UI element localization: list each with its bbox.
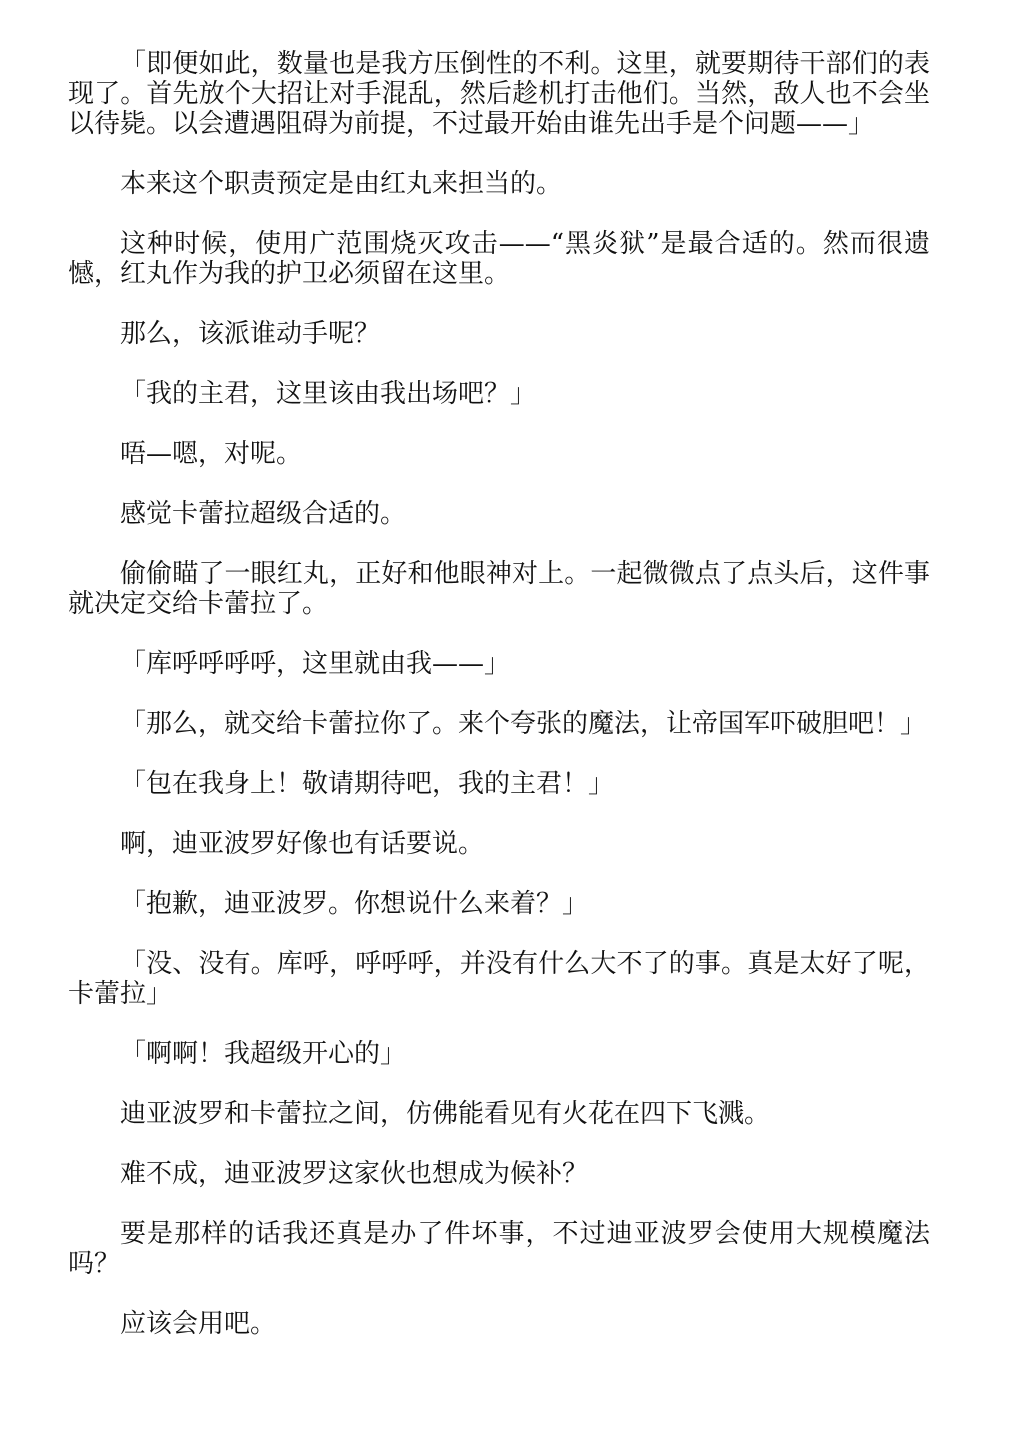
paragraph: 「即便如此，数量也是我方压倒性的不利。这里，就要期待干部们的表现了。首先放个大招让对手混乱，然后趁机打击他们。当然，敌人也不会坐以待毙。以会遭遇阻碍为前提，不过最开始由谁先出手是个问题——」	[68, 49, 930, 139]
paragraph: 这种时候，使用广范围烧灭攻击——“黑炎狱”是最合适的。然而很遗憾，红丸作为我的护卫必须留在这里。	[68, 229, 930, 289]
paragraph: 「库呼呼呼呼，这里就由我——」	[120, 649, 511, 679]
paragraph: 难不成，迪亚波罗这家伙也想成为候补？	[120, 1159, 589, 1189]
paragraph: 「我的主君，这里该由我出场吧？」	[120, 379, 537, 409]
paragraph: 「包在我身上！敬请期待吧，我的主君！」	[120, 769, 615, 799]
document-page	[68, 49, 930, 1369]
paragraph: 感觉卡蕾拉超级合适的。	[120, 499, 407, 529]
paragraph: 迪亚波罗和卡蕾拉之间，仿佛能看见有火花在四下飞溅。	[120, 1099, 771, 1129]
paragraph: 「那么，就交给卡蕾拉你了。来个夸张的魔法，让帝国军吓破胆吧！」	[120, 709, 927, 739]
paragraph: 应该会用吧。	[120, 1309, 277, 1339]
paragraph: 要是那样的话我还真是办了件坏事，不过迪亚波罗会使用大规模魔法吗？	[68, 1219, 930, 1279]
paragraph: 「没、没有。库呼，呼呼呼，并没有什么大不了的事。真是太好了呢，卡蕾拉」	[68, 949, 930, 1009]
paragraph: 偷偷瞄了一眼红丸，正好和他眼神对上。一起微微点了点头后，这件事就决定交给卡蕾拉了。	[68, 559, 930, 619]
paragraph: 唔—嗯，对呢。	[120, 439, 303, 469]
paragraph: 本来这个职责预定是由红丸来担当的。	[120, 169, 563, 199]
paragraph: 那么，该派谁动手呢？	[120, 319, 381, 349]
paragraph: 「啊啊！我超级开心的」	[120, 1039, 407, 1069]
paragraph: 「抱歉，迪亚波罗。你想说什么来着？」	[120, 889, 589, 919]
paragraph: 啊，迪亚波罗好像也有话要说。	[120, 829, 485, 859]
